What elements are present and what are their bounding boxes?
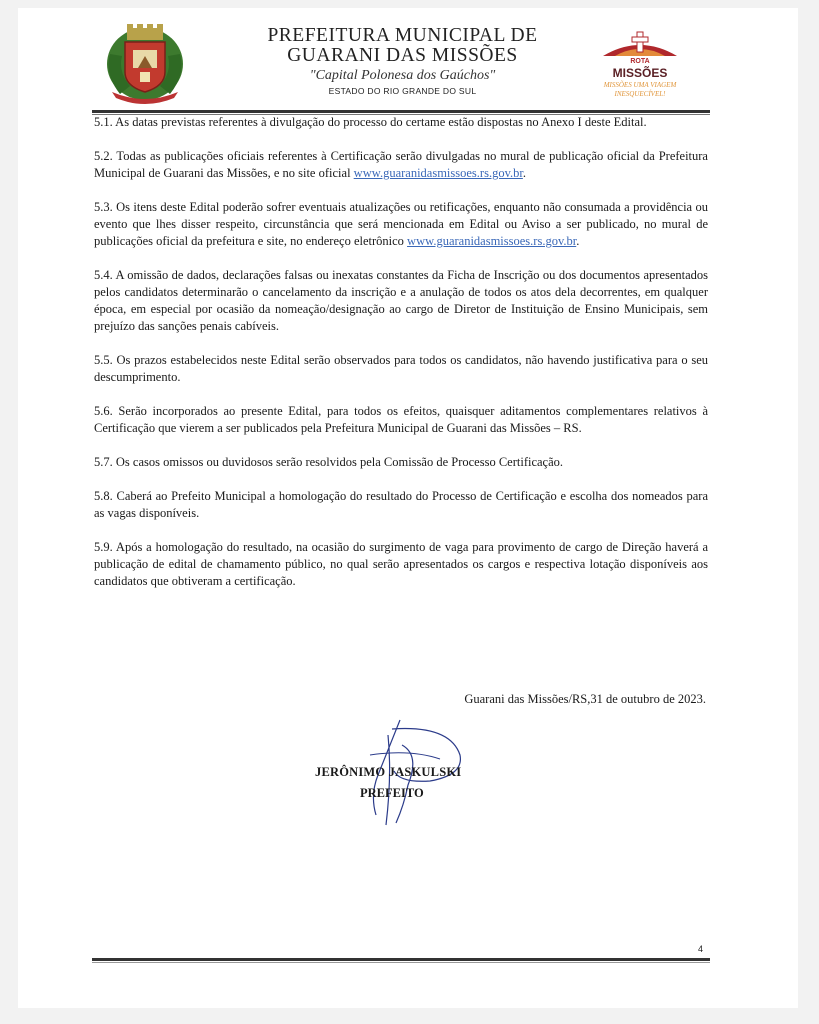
paragraph-5-3-text: 5.3. Os itens deste Edital poderão sofrer eventuais atualizações ou retificações, enquanto não consumada a providência ou evento que lhes disser respeito, circunstância que será mencionada em Edital ou Aviso a ser publicado, no mural de publicações oficial da prefeitura e site, no endereço eletrônico [94, 200, 708, 248]
website-link-2[interactable]: www.guaranidasmissoes.rs.gov.br [407, 234, 577, 248]
signer-role: PREFEITO [360, 786, 424, 800]
paragraph-5-2-text: 5.2. Todas as publicações oficiais referentes à Certificação serão divulgadas no mural de publicação oficial da Prefeitura Municipal de Guarani das Missões, e no site oficial [94, 149, 708, 180]
footer-divider [92, 958, 710, 961]
rota-missoes-emblem-icon [585, 30, 695, 60]
rota-slogan-line2: INESQUECÍVEL! [614, 90, 666, 98]
letterhead-state: ESTADO DO RIO GRANDE DO SUL [328, 86, 477, 96]
paragraph-5-1: 5.1. As datas previstas referentes à divulgação do processo do certame estão dispostas no Anexo I deste Edital. [94, 115, 647, 129]
header-divider [92, 110, 710, 113]
letterhead [225, 26, 580, 96]
paragraph-5-7: 5.7. Os casos omissos ou duvidosos serão resolvidos pela Comissão de Processo Certificação. [94, 455, 564, 469]
paragraph-5-3-end: . [576, 234, 580, 248]
date-line: Guarani das Missões/RS,31 de outubro de 2023. [464, 692, 706, 706]
website-link[interactable]: www.guaranidasmissoes.rs.gov.br [353, 166, 523, 180]
paragraph-5-3 [94, 199, 708, 250]
paragraph-5-6: 5.6. Serão incorporados ao presente Edital, para todos os efeitos, quaisquer aditamentos complementares relativos à Certificação que vierem a ser publicados pela Prefeitura Municipal de Guarani das Missões – RS. [94, 404, 708, 435]
paragraph-5-5: 5.5. Os prazos estabelecidos neste Edital serão observados para todos os candidatos, não havendo justificativa para o seu descumprimento. [94, 353, 708, 384]
page-number: 4 [698, 944, 704, 954]
document-body [94, 114, 708, 607]
rota-missoes-logo [585, 30, 695, 105]
letterhead-motto: "Capital Polonesa dos Gaúchos" [309, 68, 496, 83]
rota-slogan [585, 81, 695, 99]
signer-name: JERÔNIMO JASKULSKI [315, 765, 462, 779]
paragraph-5-4: 5.4. A omissão de dados, declarações falsas ou inexatas constantes da Ficha de Inscrição ou dos documentos apresentados pelos candidatos determinarão o cancelamento da inscrição e a anulação de todos os atos dela decorrentes, em qualquer época, em especial por ocasião da nomeação/designação ao cargo de Diretor de Instituição de Ensino Municipais, sem prejuízo das sanções penais cabíveis. [94, 268, 708, 333]
paragraph-5-2-end: . [522, 166, 526, 180]
municipal-coat-of-arms-icon [100, 14, 190, 104]
paragraph-5-9: 5.9. Após a homologação do resultado, na ocasião do surgimento de vaga para provimento de cargo de Direção haverá a publicação de edital de chamamento público, no qual serão apresentados os cargos e respectiva lotação disponíveis aos candidatos que obtiveram a certificação. [94, 540, 708, 588]
letterhead-title-line2: GUARANI DAS MISSÕES [287, 45, 518, 66]
rota-slogan-line1: MISSÕES UMA VIAGEM [603, 81, 677, 89]
rota-label-small: ROTA [630, 58, 650, 65]
paragraph-5-2 [94, 148, 708, 182]
letterhead-title-line1: PREFEITURA MUNICIPAL DE [267, 25, 538, 46]
paragraph-5-8: 5.8. Caberá ao Prefeito Municipal a homologação do resultado do Processo de Certificação e escolha dos nomeados para as vagas disponíveis. [94, 489, 708, 520]
footer-divider-thin [92, 962, 710, 963]
rota-label-big: MISSÕES [612, 66, 668, 80]
